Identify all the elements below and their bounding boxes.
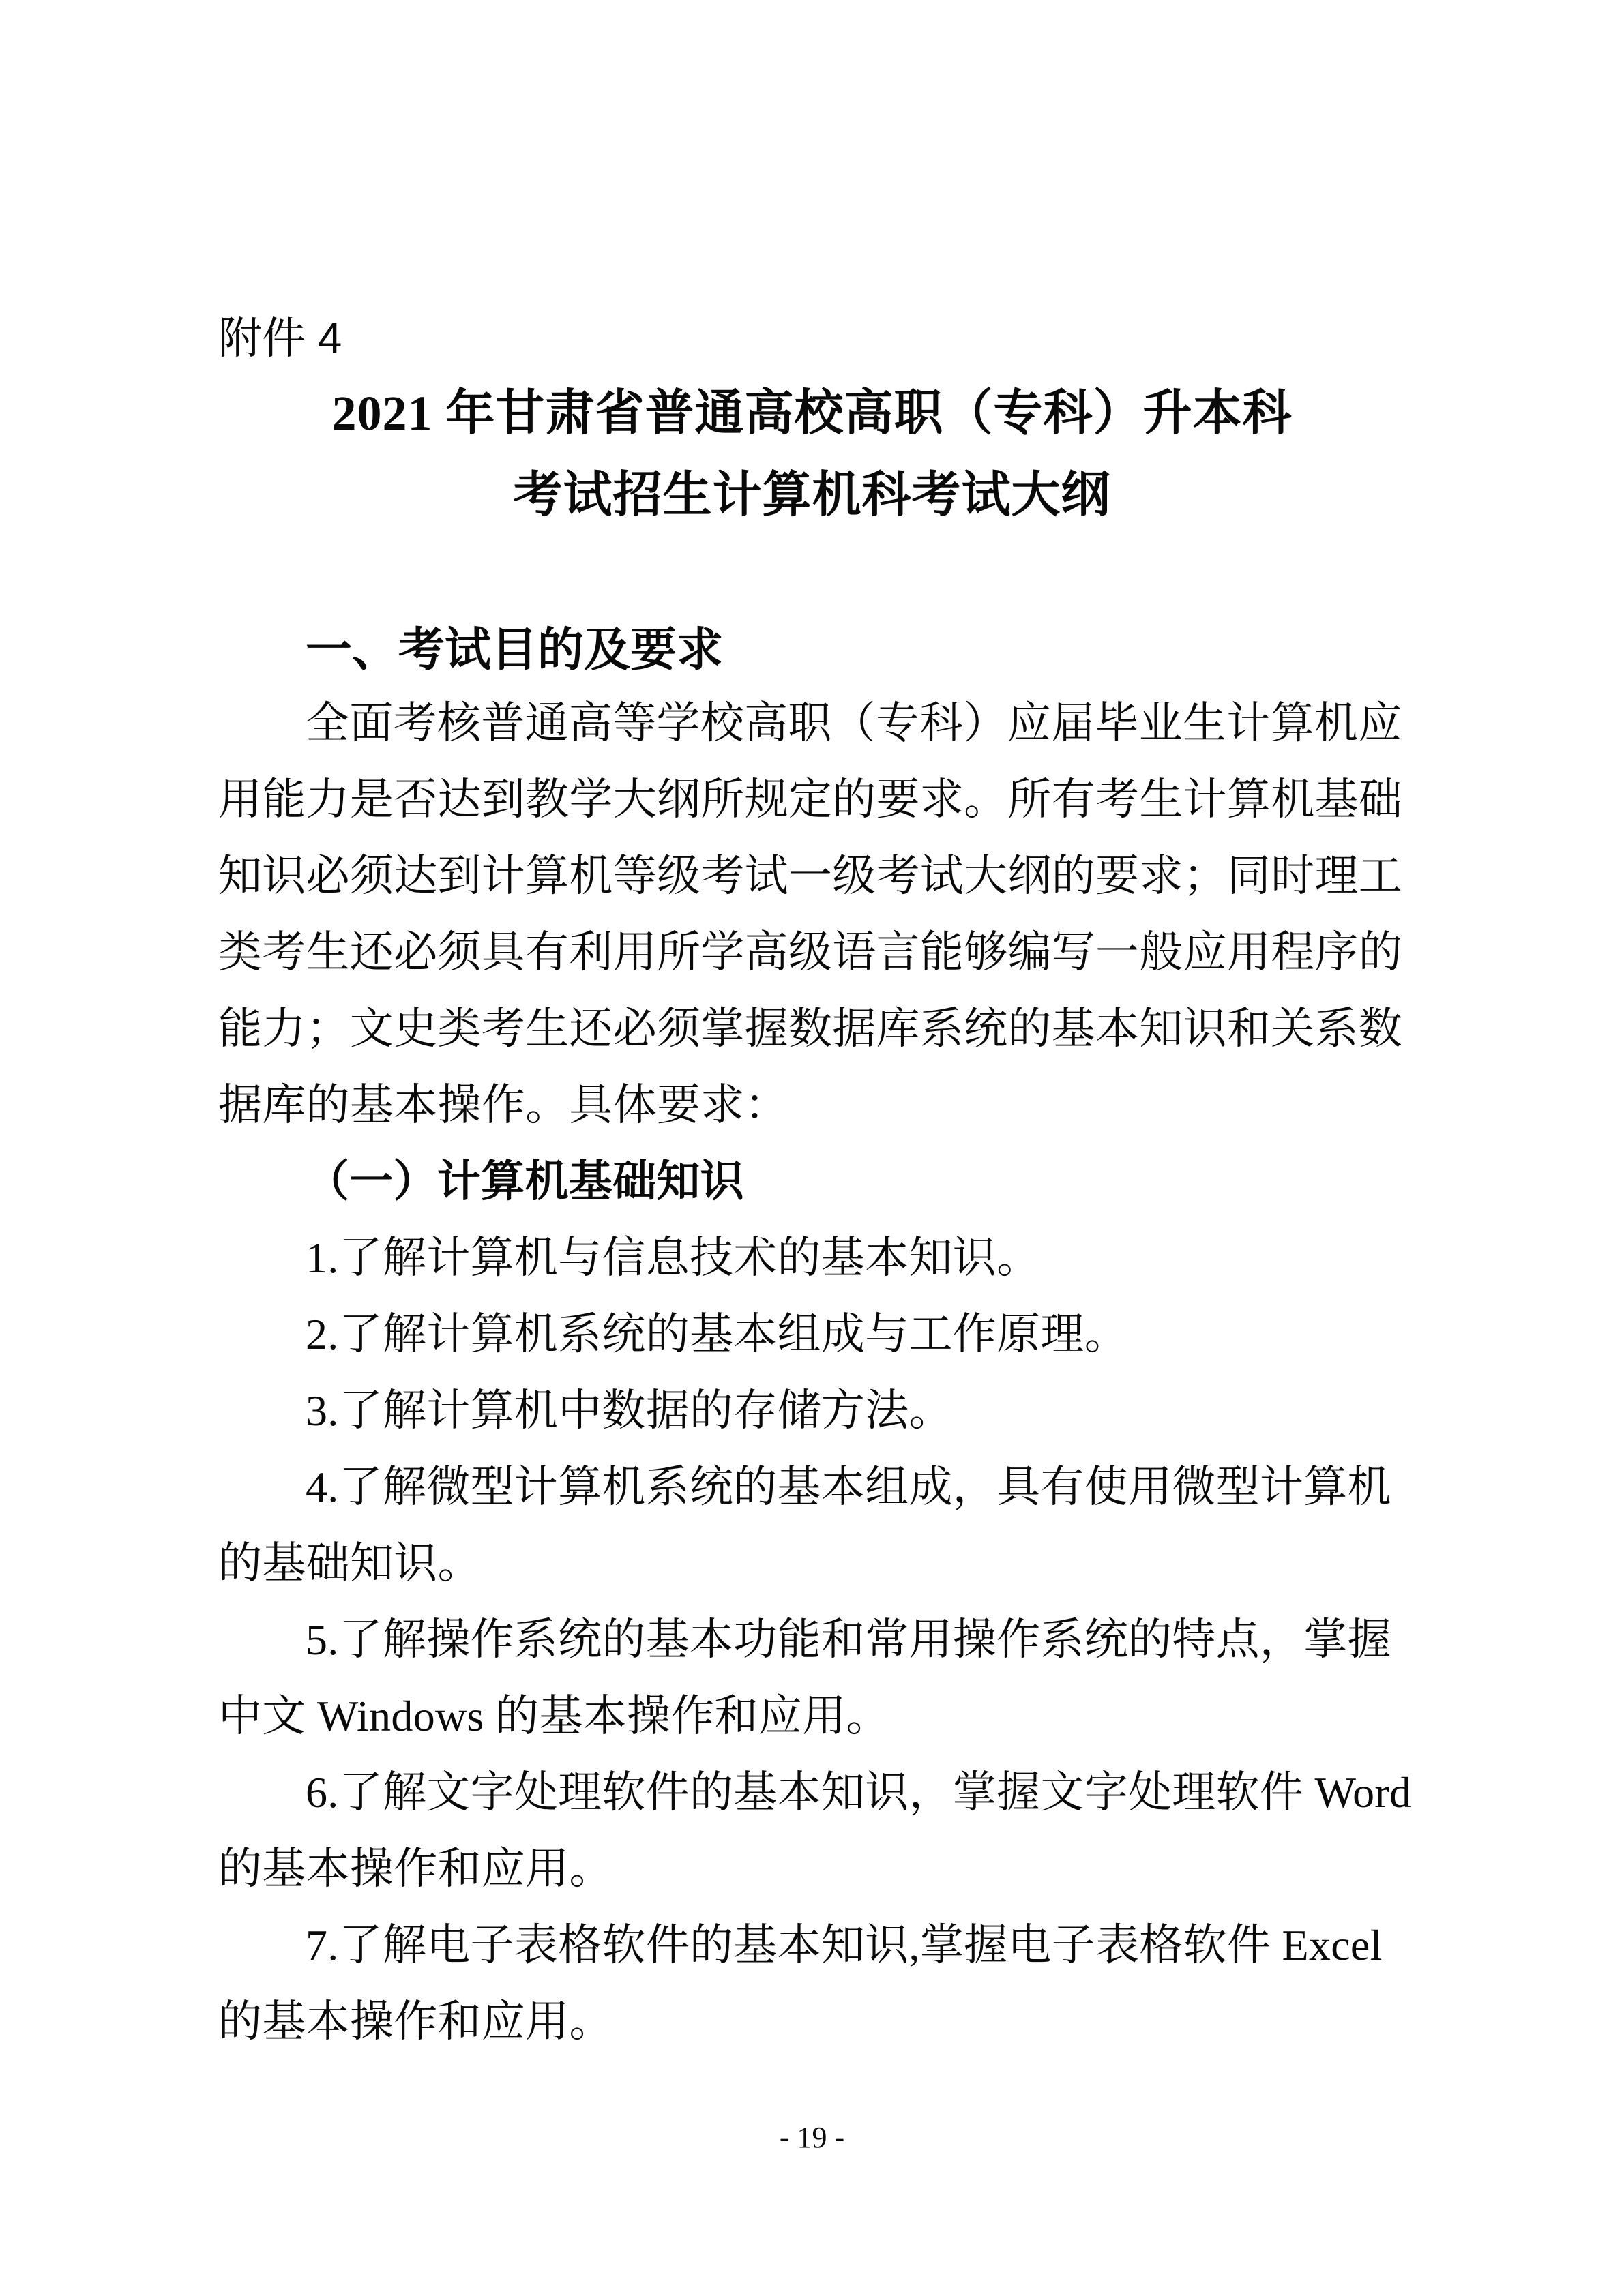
document-title-line-1: 2021 年甘肃省普通高校高职（专科）升本科 xyxy=(331,386,1293,441)
attachment-label: 附件 4 xyxy=(218,314,342,363)
list-item-line: 3.了解计算机中数据的存储方法。 xyxy=(306,1386,953,1435)
list-item-line: 5.了解操作系统的基本功能和常用操作系统的特点，掌握 xyxy=(306,1615,1391,1664)
list-item-line: 4.了解微型计算机系统的基本组成，具有使用微型计算机 xyxy=(306,1463,1391,1511)
body-line: 全面考核普通高等学校高职（专科）应届毕业生计算机应 xyxy=(306,699,1402,747)
body-line: 据库的基本操作。具体要求： xyxy=(218,1081,788,1129)
subsection-heading: （一）计算机基础知识 xyxy=(306,1157,744,1206)
list-item-line: 的基本操作和应用。 xyxy=(218,1997,613,2046)
list-item-line: 2.了解计算机系统的基本组成与工作原理。 xyxy=(306,1310,1128,1358)
body-line: 知识必须达到计算机等级考试一级考试大纲的要求；同时理工 xyxy=(218,852,1403,900)
body-line: 用能力是否达到教学大纲所规定的要求。所有考生计算机基础 xyxy=(218,775,1403,824)
body-line: 类考生还必须具有利用所学高级语言能够编写一般应用程序的 xyxy=(218,928,1403,976)
page-number: - 19 - xyxy=(779,2121,845,2154)
list-item-line: 中文 Windows 的基本操作和应用。 xyxy=(218,1692,890,1740)
list-item-line: 7.了解电子表格软件的基本知识,掌握电子表格软件 Excel xyxy=(306,1921,1383,1969)
list-item-line: 的基础知识。 xyxy=(218,1539,482,1587)
section-heading: 一、考试目的及要求 xyxy=(306,624,724,676)
list-item-line: 1.了解计算机与信息技术的基本知识。 xyxy=(306,1234,1041,1282)
list-item-line: 6.了解文字处理软件的基本知识，掌握文字处理软件 Word xyxy=(306,1768,1412,1817)
document-title-line-2: 考试招生计算机科考试大纲 xyxy=(513,468,1111,522)
list-item-line: 的基本操作和应用。 xyxy=(218,1845,613,1893)
body-line: 能力；文史类考生还必须掌握数据库系统的基本知识和关系数 xyxy=(218,1004,1403,1053)
